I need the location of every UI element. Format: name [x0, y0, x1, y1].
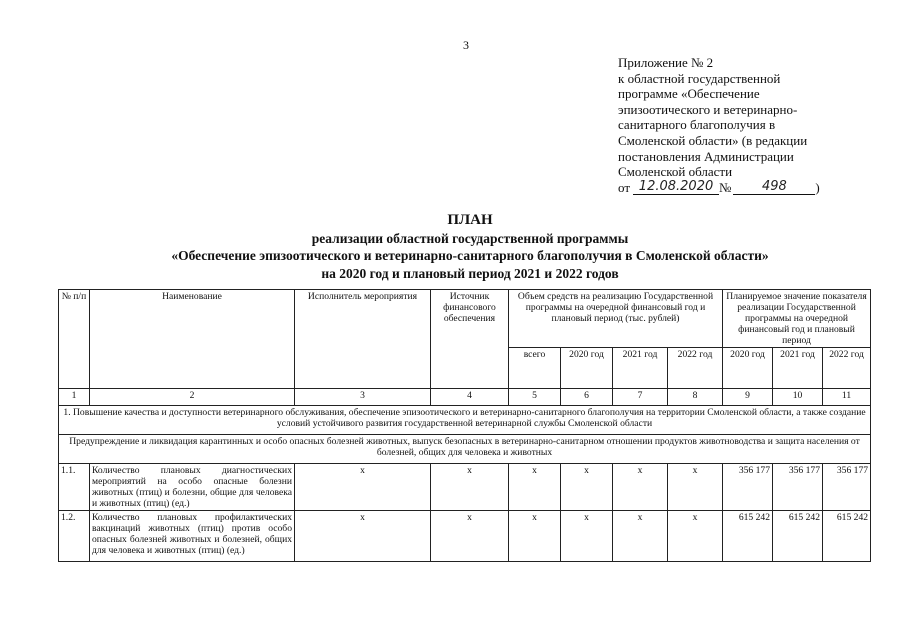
header-indicator-2022: 2022 год [823, 348, 871, 389]
row-indicator-2022: 615 242 [823, 511, 871, 562]
column-number: 1 [59, 389, 90, 406]
appendix-line: эпизоотического и ветеринарно- [618, 101, 798, 117]
handwritten-number: 498 [733, 180, 815, 195]
row-indicator-2020: 356 177 [723, 464, 773, 511]
header-name: Наименование [90, 290, 295, 389]
header-num: № п/п [59, 290, 90, 389]
title-line-4: на 2020 год и плановый период 2021 и 2022 годов [321, 265, 619, 281]
column-number: 9 [723, 389, 773, 406]
appendix-line: Смоленской области [618, 164, 733, 180]
header-indicator-2021: 2021 год [773, 348, 823, 389]
row-total: х [509, 464, 561, 511]
header-funds-total: всего [509, 348, 561, 389]
section-2-title: Предупреждение и ликвидация карантинных и особо опасных болезней животных, выпуск безопасных в ветеринарно-санитарном отношении продуктов животноводства и защита населения от болезней, общих для человека и животных [59, 435, 871, 464]
row-2020: х [561, 464, 613, 511]
row-name: Количество плановых профилактических вакцинаций животных (птиц) против особо опасных болезней животных и болезней, общих для человека и животных (птиц) (ед.) [90, 511, 295, 562]
section-2-row [59, 435, 871, 464]
row-name: Количество плановых диагностических мероприятий на особо опасные болезни животных (птиц) и болезни, общие для человека и животных (птиц) (ед.) [90, 464, 295, 511]
row-2021: х [613, 511, 668, 562]
column-number: 5 [509, 389, 561, 406]
row-source: х [431, 511, 509, 562]
row-2022: х [668, 464, 723, 511]
column-number: 11 [823, 389, 871, 406]
row-num: 1.2. [59, 511, 90, 562]
appendix-line: программе «Обеспечение [618, 86, 760, 102]
row-2022: х [668, 511, 723, 562]
title-line-2: реализации областной государственной программы [311, 230, 629, 246]
column-number: 8 [668, 389, 723, 406]
column-number: 10 [773, 389, 823, 406]
header-executor: Исполнитель мероприятия [295, 290, 431, 389]
document-title [120, 212, 820, 282]
row-num: 1.1. [59, 464, 90, 511]
column-number-row [59, 389, 871, 406]
row-2021: х [613, 464, 668, 511]
from-label: от [618, 179, 631, 195]
number-label: № [719, 179, 732, 195]
table-row [59, 511, 871, 562]
table-row [59, 464, 871, 511]
appendix-line: к областной государственной [618, 70, 781, 86]
header-source: Источник финансового обеспечения [431, 290, 509, 389]
header-funds-group: Объем средств на реализацию Государственной программы на очередной финансовый год и плановый период (тыс. рублей) [509, 290, 723, 348]
appendix-line: санитарного благополучия в [618, 117, 776, 133]
column-number: 3 [295, 389, 431, 406]
row-indicator-2021: 615 242 [773, 511, 823, 562]
appendix-block [618, 55, 848, 195]
header-indicator-2020: 2020 год [723, 348, 773, 389]
column-number: 7 [613, 389, 668, 406]
header-funds-2021: 2021 год [613, 348, 668, 389]
column-number: 2 [90, 389, 295, 406]
row-2020: х [561, 511, 613, 562]
header-funds-2022: 2022 год [668, 348, 723, 389]
title-plan: ПЛАН [447, 212, 493, 228]
section-1-row [59, 406, 871, 435]
signature-line [618, 180, 848, 196]
header-indicator-group: Планируемое значение показателя реализации Государственной программы на очередной финансовый год и плановый период [723, 290, 871, 348]
column-number: 4 [431, 389, 509, 406]
appendix-line: Приложение № 2 [618, 55, 714, 70]
appendix-line: Смоленской области» (в редакции [618, 132, 808, 148]
section-1-title: 1. Повышение качества и доступности ветеринарного обслуживания, обеспечение эпизоотического и ветеринарно-санитарного благополучия на территории Смоленской области, а также создание условий устойчивого развития государственной ветеринарной службы Смоленской области [59, 406, 871, 435]
handwritten-date: 12.08.2020 [633, 180, 719, 195]
row-total: х [509, 511, 561, 562]
column-number: 6 [561, 389, 613, 406]
header-funds-2020: 2020 год [561, 348, 613, 389]
row-executor: х [295, 511, 431, 562]
row-indicator-2020: 615 242 [723, 511, 773, 562]
row-indicator-2022: 356 177 [823, 464, 871, 511]
page-number: 3 [463, 38, 469, 52]
header-row [59, 290, 871, 348]
close-paren: ) [815, 179, 820, 195]
row-indicator-2021: 356 177 [773, 464, 823, 511]
row-executor: х [295, 464, 431, 511]
appendix-line: постановления Администрации [618, 148, 794, 164]
title-line-3: «Обеспечение эпизоотического и ветеринарно-санитарного благополучия в Смоленской области» [171, 248, 769, 263]
row-source: х [431, 464, 509, 511]
plan-table [58, 289, 871, 562]
